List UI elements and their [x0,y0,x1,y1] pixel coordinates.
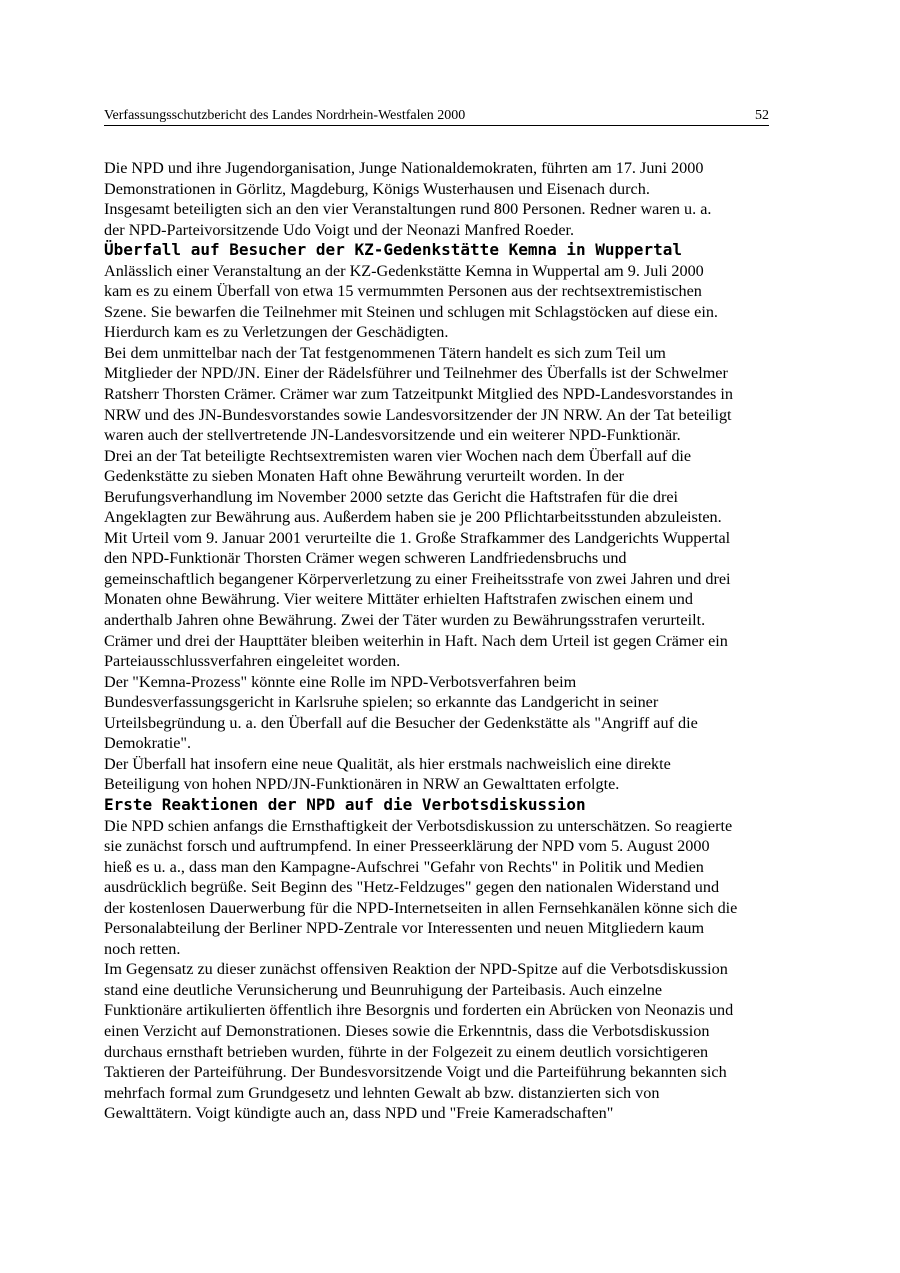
text-line: hieß es u. a., dass man den Kampagne-Aufschrei "Gefahr von Rechts" in Politik und Medien [104,857,704,876]
text-line: ausdrücklich begrüße. Seit Beginn des "Hetz-Feldzuges" gegen den nationalen Widerstand und [104,878,720,897]
text-line: Bundesverfassungsgericht in Karlsruhe spielen; so erkannte das Landgericht in seiner [104,693,659,712]
text-line: Angeklagten zur Bewährung aus. Außerdem haben sie je 200 Pflichtarbeitsstunden abzuleisten. [104,508,722,527]
text-line: Crämer und drei der Haupttäter bleiben weiterhin in Haft. Nach dem Urteil ist gegen Crämer ein [104,631,728,650]
text-line: Szene. Sie bewarfen die Teilnehmer mit Steinen und schlugen mit Schlagstöcken auf diese ein. [104,302,718,321]
text-line: Monaten ohne Bewährung. Vier weitere Mittäter erhielten Haftstrafen zwischen einem und [104,590,693,609]
text-line: Urteilsbegründung u. a. den Überfall auf die Besucher der Gedenkstätte als "Angriff auf die [104,713,698,732]
text-line: Die NPD und ihre Jugendorganisation, Junge Nationaldemokraten, führten am 17. Juni 2000 [104,159,704,177]
text-line: einen Verzicht auf Demonstrationen. Dieses sowie die Erkenntnis, dass die Verbotsdiskussion [104,1021,710,1040]
text-line: Die NPD schien anfangs die Ernsthaftigkeit der Verbotsdiskussion zu unterschätzen. So reagierte [104,816,733,835]
text-line: der kostenlosen Dauerwerbung für die NPD-Internetseiten in allen Fernsehkanälen könne sich die [104,898,738,917]
text-line: Demokratie". [104,734,192,753]
text-line: durchaus ernsthaft betrieben wurden, führte in der Folgezeit zu einem deutlich vorsichtigeren [104,1042,709,1061]
paragraph [104,816,804,960]
text-line: Hierdurch kam es zu Verletzungen der Geschädigten. [104,323,449,342]
text-line: den NPD-Funktionär Thorsten Crämer wegen schweren Landfriedensbruchs und [104,549,627,568]
paragraph [104,528,804,672]
text-line: Mitglieder der NPD/JN. Einer der Rädelsführer und Teilnehmer des Überfalls ist der Schwelmer [104,364,728,383]
paragraph [104,158,804,240]
paragraph [104,446,804,528]
text-line: Drei an der Tat beteiligte Rechtsextremisten waren vier Wochen nach dem Überfall auf die [104,446,692,465]
text-line: mehrfach formal zum Grundgesetz und lehnten Gewalt ab bzw. distanzierten sich von [104,1083,660,1102]
text-line: Anlässlich einer Veranstaltung an der KZ-Gedenkstätte Kemna in Wuppertal am 9. Juli 2000 [104,261,704,280]
text-line: NRW und des JN-Bundesvorstandes sowie Landesvorsitzender der JN NRW. An der Tat beteiligt [104,405,732,424]
running-header [104,107,769,126]
text-line: Personalabteilung der Berliner NPD-Zentrale vor Interessenten und neuen Mitgliedern kaum [104,919,705,938]
text-line: Insgesamt beteiligten sich an den vier Veranstaltungen rund 800 Personen. Redner waren u. a. [104,200,712,219]
text-line: Berufungsverhandlung im November 2000 setzte das Gericht die Haftstrafen für die drei [104,487,679,506]
text-line: Ratsherr Thorsten Crämer. Crämer war zum Tatzeitpunkt Mitglied des NPD-Landesvorstandes in [104,385,733,404]
text-line: Mit Urteil vom 9. Januar 2001 verurteilte die 1. Große Strafkammer des Landgerichts Wuppertal [104,528,731,547]
text-line: noch retten. [104,939,181,958]
body-text [104,158,804,1124]
section-heading: Erste Reaktionen der NPD auf die Verbotsdiskussion [104,794,586,814]
text-line: gemeinschaftlich begangener Körperverletzung zu einer Freiheitsstrafe von zwei Jahren und drei [104,569,731,588]
text-line: anderthalb Jahren ohne Bewährung. Zwei der Täter wurden zu Bewährungsstrafen verurteilt. [104,611,706,630]
text-line: Bei dem unmittelbar nach der Tat festgenommenen Tätern handelt es sich zum Teil um [104,343,666,362]
page-number: 52 [755,108,769,123]
section-heading: Überfall auf Besucher der KZ-Gedenkstätte Kemna in Wuppertal [104,240,682,260]
text-line: Der Überfall hat insofern eine neue Qualität, als hier erstmals nachweislich eine direkte [104,754,671,773]
header-title: Verfassungsschutzbericht des Landes Nordrhein-Westfalen 2000 [104,108,466,123]
paragraph [104,343,804,446]
text-line: sie zunächst forsch und auftrumpfend. In einer Presseerklärung der NPD vom 5. August 2000 [104,837,710,856]
text-line: kam es zu einem Überfall von etwa 15 vermummten Personen aus der rechtsextremistischen [104,282,702,301]
text-line: Parteiausschlussverfahren eingeleitet worden. [104,652,401,671]
paragraph [104,959,804,1123]
text-line: der NPD-Parteivorsitzende Udo Voigt und der Neonazi Manfred Roeder. [104,220,575,239]
text-line: waren auch der stellvertretende JN-Landesvorsitzende und ein weiterer NPD-Funktionär. [104,426,681,445]
text-line: Taktieren der Parteiführung. Der Bundesvorsitzende Voigt und die Parteiführung bekannten sich [104,1063,727,1082]
text-line: stand eine deutliche Verunsicherung und Beunruhigung der Parteibasis. Auch einzelne [104,980,663,999]
text-line: Gedenkstätte zu sieben Monaten Haft ohne Bewährung verurteilt worden. In der [104,467,625,486]
text-line: Funktionäre artikulierten öffentlich ihre Besorgnis und forderten ein Abrücken von Neonazis und [104,1001,734,1020]
paragraph [104,261,804,343]
text-line: Im Gegensatz zu dieser zunächst offensiven Reaktion der NPD-Spitze auf die Verbotsdiskussion [104,960,728,979]
text-line: Der "Kemna-Prozess" könnte eine Rolle im NPD-Verbotsverfahren beim [104,672,577,691]
text-line: Gewalttätern. Voigt kündigte auch an, dass NPD und "Freie Kameradschaften" [104,1104,614,1123]
text-line: Beteiligung von hohen NPD/JN-Funktionären in NRW an Gewalttaten erfolgte. [104,775,620,794]
paragraph [104,672,804,754]
text-line: Demonstrationen in Görlitz, Magdeburg, Königs Wusterhausen und Eisenach durch. [104,179,650,198]
paragraph [104,754,804,795]
